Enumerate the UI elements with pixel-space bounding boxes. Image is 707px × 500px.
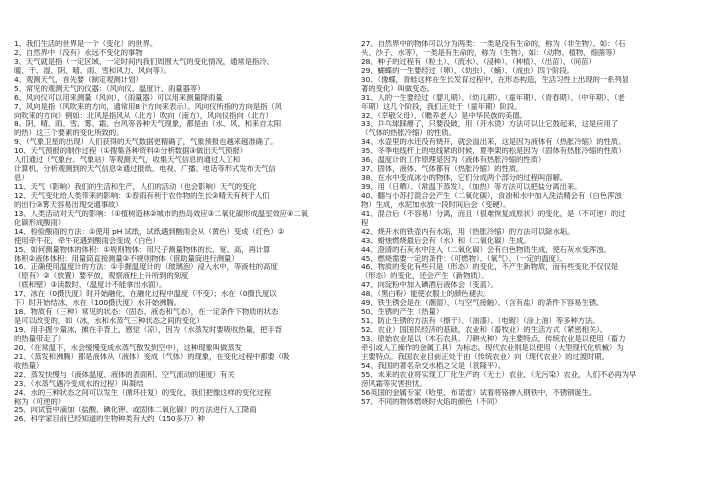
text-line: 49、铁生锈会是在（潮湿）、（与空气接触）、（含有盐）的条件下容易生锈。 xyxy=(361,299,604,308)
text-line: 51、防止生锈的方法有（擦干）、（油漆）、（电镀）（涂上油）等多种方法。 xyxy=(361,317,600,326)
text-line: 24、水的三种状态之间可以发生（循环往复）的变化，我们把像这样的变化过程 xyxy=(14,388,272,397)
text-line: 牵引或人工操作的金属工具）为标志。现代农业则是以使用（大型现代化机械）为 xyxy=(361,343,624,352)
text-line: （原有）②（放置）要平放，观察液柱上升所到的刻度 xyxy=(14,272,189,281)
text-line: 下）时开始结冰，水在（100摄氏度）水开始沸腾。 xyxy=(14,299,181,308)
text-line: 物）生成，水泥加水放一段时间后会（变硬）。 xyxy=(361,200,511,209)
text-line: 46、物质的变化有些只是（形态）的变化，不产生新物质，而有些变化不仅仅是 xyxy=(361,263,619,272)
text-line: 39、用（日晒）、（常温下蒸发）、（加热）等方法可以把盐分离出来。 xyxy=(361,183,582,191)
text-line: 47、向淀粉中加入碘酒后液体会（变蓝）。 xyxy=(361,281,498,290)
text-line: 43、蜡烛燃烧最后会有（水）和（二氧化碳）生成。 xyxy=(361,236,531,245)
text-line: 48、（黑白粉）能使衣服上的颜色褪去。 xyxy=(361,290,491,299)
text-line: 16、正确使用温度计的方法：①手握温度计的（玻璃泡）浸入水中，等液柱的高度 xyxy=(14,263,278,272)
text-line: 13、人类活动对天气的影响：（①植树造林②城市的热岛效应③二氧化碳形成温室效应④二氧 xyxy=(14,209,309,218)
text-line: 计算机、分析观测到的天气信息②通过报纸、电视、广播、电话等形式发布天气信 xyxy=(14,165,276,174)
text-line: 14、检验酸雨的方法：①使用 pH 试纸，试纸遇到酸雨会从（黄色）变成（红色）② xyxy=(14,227,285,236)
text-line: （气体的热胀冷缩）的性质。 xyxy=(361,129,456,138)
text-line: 10、天气预报的制作过程（①搜集各种资料②分析数据③做出天气预报） xyxy=(14,147,247,156)
text-line: 3、天气就是指（一定区域、一定时间内我们周围大气的变化情况，通常是指冷、 xyxy=(14,57,274,66)
text-line: 52、农业）国国民经济的基础，农业和（畜牧业）的生活方式（紧密相关）。 xyxy=(361,326,608,334)
text-line: 5、常见的观测天气的仪器：（风向仪、温度计、雨量器等） xyxy=(14,84,205,93)
text-line: 著的变化）叫做变态。 xyxy=(361,84,434,93)
text-line: 25、向试管中滴加（盐酸、碘化钾、或固体二氧化碳）的方法进行人工降雨 xyxy=(14,406,257,415)
text-line: 33、乒乓球踩瘪了，只要没破，用（开水烫）方法可以让它鼓起来，这是应用了 xyxy=(361,120,619,129)
text-line: 是可以改变的，如（冰，水和水蒸气三种状态之间的变化） xyxy=(14,317,204,326)
text-line: 20、（在常温下，水会缓慢变成水蒸气散发到空中），这种现象叫做蒸发 xyxy=(14,343,242,352)
text-line: 化碳形成酸雨） xyxy=(14,218,66,227)
text-line: 45、燃烧需要一定的条件：（可燃物）、（氧气）、（一定的温度）。 xyxy=(361,254,567,263)
text-line: 人们通过（气象台、气象站）等观测天气，收集天气信息的通过人工和 xyxy=(14,156,241,165)
text-line: 程 xyxy=(361,218,369,227)
text-line: 11、天气（影响）我们的生活和生产，人们的活动（也会影响）天气的变化 xyxy=(14,183,257,191)
text-line: 主要特点。我国农业目前正处于由（传统农业）向（现代农业）的过渡时期。 xyxy=(361,352,609,361)
text-line: 37、固体，液体、气体都有（热胀冷缩）的性质。 xyxy=(361,165,524,174)
text-line: 收热量） xyxy=(14,361,44,370)
text-line: 27、自然界中的物体可以分为两类：一类是没有生命的，称为（非生物）。如：（石 xyxy=(361,40,626,48)
text-line: 32、（幸敬父母）、（赡养老人）是中华民族的美德。 xyxy=(361,111,527,120)
text-line: 8、阴、晴、雨、雪、雾、霜、台风等各种天气现象，都是由（水、风、和来自太阳 xyxy=(14,120,282,129)
text-line: 53、原始农业是以（木石农具、刀耕火种）为主要特点。传统农业是以使用（畜力 xyxy=(361,334,626,343)
text-line: 40、翻与小苏打混合会产生（二氧化碳），食油和水中加入洗洁精会有（白色浑浊 xyxy=(361,191,622,200)
text-line: 44、澄清的石灰水中注入（二氧化碳）会有白色物质生成，使石灰水变浑浊。 xyxy=(361,245,611,254)
text-line: 31、人的一生要经过（婴儿期）、（幼儿期）、（童年期）、（青春期）、（中年期）、（老 xyxy=(361,93,625,102)
text-line: 30、（像蝶，青蛙这样在生长发育过程中，在形态构造，生活习性上出现的一系列显 xyxy=(361,75,629,84)
text-line: 9、（气象卫星的出现）人们获得的天气数据更精确了，气象预报也越来越准确了。 xyxy=(14,138,278,147)
text-line: 4、观测天气，首先要（制定观测计划） xyxy=(14,75,143,84)
text-line: 56英国的金属专家（哈里、布诺雷）试着将铬掺入钢铁中，不锈钢诞生。 xyxy=(361,388,597,397)
text-line: 29、蝴蝶的一生要经过（卵）、（幼虫）、（蛹）、（成虫）四个阶段。 xyxy=(361,66,575,75)
left-column xyxy=(14,40,344,424)
text-line: 21、（蒸发和沸腾）都是液体从（液体）变成（气体）的现象，在变化过程中都要（吸 xyxy=(14,352,290,361)
text-line: 55、未来的农业将实现工厂化生产的（无土）农业、（无污染）农业，人们不必再为早 xyxy=(361,370,637,379)
text-line: 息） xyxy=(14,174,29,183)
text-line: 50、生锈的产生（热量） xyxy=(361,308,444,317)
text-line: 57、不同的物体燃烧时火焰的颜色（不同） xyxy=(361,397,502,406)
text-line: （形态）的变化，还会产生（新物质）。 xyxy=(361,272,489,281)
text-line: （底和壁）③读数时，（温度计不能拿出水面）。 xyxy=(14,281,167,290)
text-line: 1、我们生活的世界是一个（变化）的世界。 xyxy=(14,40,158,48)
right-column xyxy=(361,40,697,406)
text-line: 19、用手握少量冰，摊在手背上，感觉（凉），因为（水蒸发时要吸收热量，把手背 xyxy=(14,326,282,334)
text-line: 的出行③雾天容易出现交通事故） xyxy=(14,200,123,209)
text-line: 36、温度计的工作原理是因为（液体有热胀冷缩的性质） xyxy=(361,156,546,165)
text-line: 2、自然界中（没有）永远不变化的事物 xyxy=(14,48,143,57)
text-line: 35、冬季电线杆上的电线紧的时候，夏季架的松是因为（固体有热胀冷缩的性质） xyxy=(361,147,626,156)
text-line: 暖、干、湿、阴、晴、雨、雪和风力、风向等）。 xyxy=(14,66,171,75)
text-line: 使用牵牛花，牵牛花遇到酸雨会变成（白色） xyxy=(14,236,160,245)
text-line: 54、我国的著名杂交水稻之父是（袁隆平）。 xyxy=(361,361,506,370)
text-line: 称为（可逆的） xyxy=(14,397,66,406)
text-line: 15、如何测量物体的体积：①规则物体：用尺子测量物体的长、宽、高，再计算 xyxy=(14,245,271,254)
text-line: 34、水壶里的水还没有烧开，就会溢出来，这是因为液体有（热胀冷缩）的性质。 xyxy=(361,138,626,147)
text-line: 41、混合后（不容易）分离，而且（很难恢复成原状）的变化，是（不可逆）的过 xyxy=(361,209,626,218)
text-line: 向吹来的方向）例如：北风是指风从（北方）吹向（南方），风向仪指向（北方） xyxy=(14,111,273,120)
text-line: 体积②液体体积：用量筒直接测量③不规则物体（借助量筒进行测量） xyxy=(14,254,239,263)
text-line: 年期）这几个阶段，我们正处于（童年期）阶段。 xyxy=(361,102,522,111)
text-line: 26、科学家目前已经知道的生物种类有大约（150多万）种 xyxy=(14,415,205,424)
text-line: 7、风向是指（风吹来的方向，通常用8个方向来表示）。风向仪所指的方向是指（风 xyxy=(14,102,282,111)
text-line: 涝风霜等灾害担忧。 xyxy=(361,379,427,388)
text-line: 的热）这三个要素的变化所致的。 xyxy=(14,129,124,138)
text-line: 17、冰在（0摄氏度）时开始融化，在融化过程中温度（不变）；水在（0摄氏度以 xyxy=(14,290,277,299)
text-line: 42、烧开水的铁壶内有水垢，用（热胀冷缩）的方法可以除水垢。 xyxy=(361,227,575,236)
text-line: 23、（水蒸气遇冷变成水的过程）叫凝结 xyxy=(14,379,144,388)
text-line: 头、沙子、水等），一类是有生命的，称为（生物），如：（动物、植物、细菌等） xyxy=(361,48,620,57)
text-line: 28、种子的过程有（粒土）、（流水）、（浸种）、（种植）、（出苗）、（间苗） xyxy=(361,57,596,66)
text-line: 38、在水中变成冰小的物体，它们分成两个部分的过程叫溶解。 xyxy=(361,174,568,183)
text-line: 22、蒸发快慢与（液体温度、液体的表面积、空气流动的速度）有关 xyxy=(14,370,235,379)
text-line: 的热量带走了） xyxy=(14,334,66,343)
text-line: 18、物质有（三种）常见的状态：（固态、液态和气态），在一定条件下物质的状态 xyxy=(14,308,279,317)
text-line: 6、风向仪可以用来测量（风向），（雨量器）可以用来测量降雨量 xyxy=(14,93,223,102)
text-line: 12、天气变化给人类带来的影响：①春雨有利于农作物的生长②晴天有利于人们 xyxy=(14,191,270,200)
